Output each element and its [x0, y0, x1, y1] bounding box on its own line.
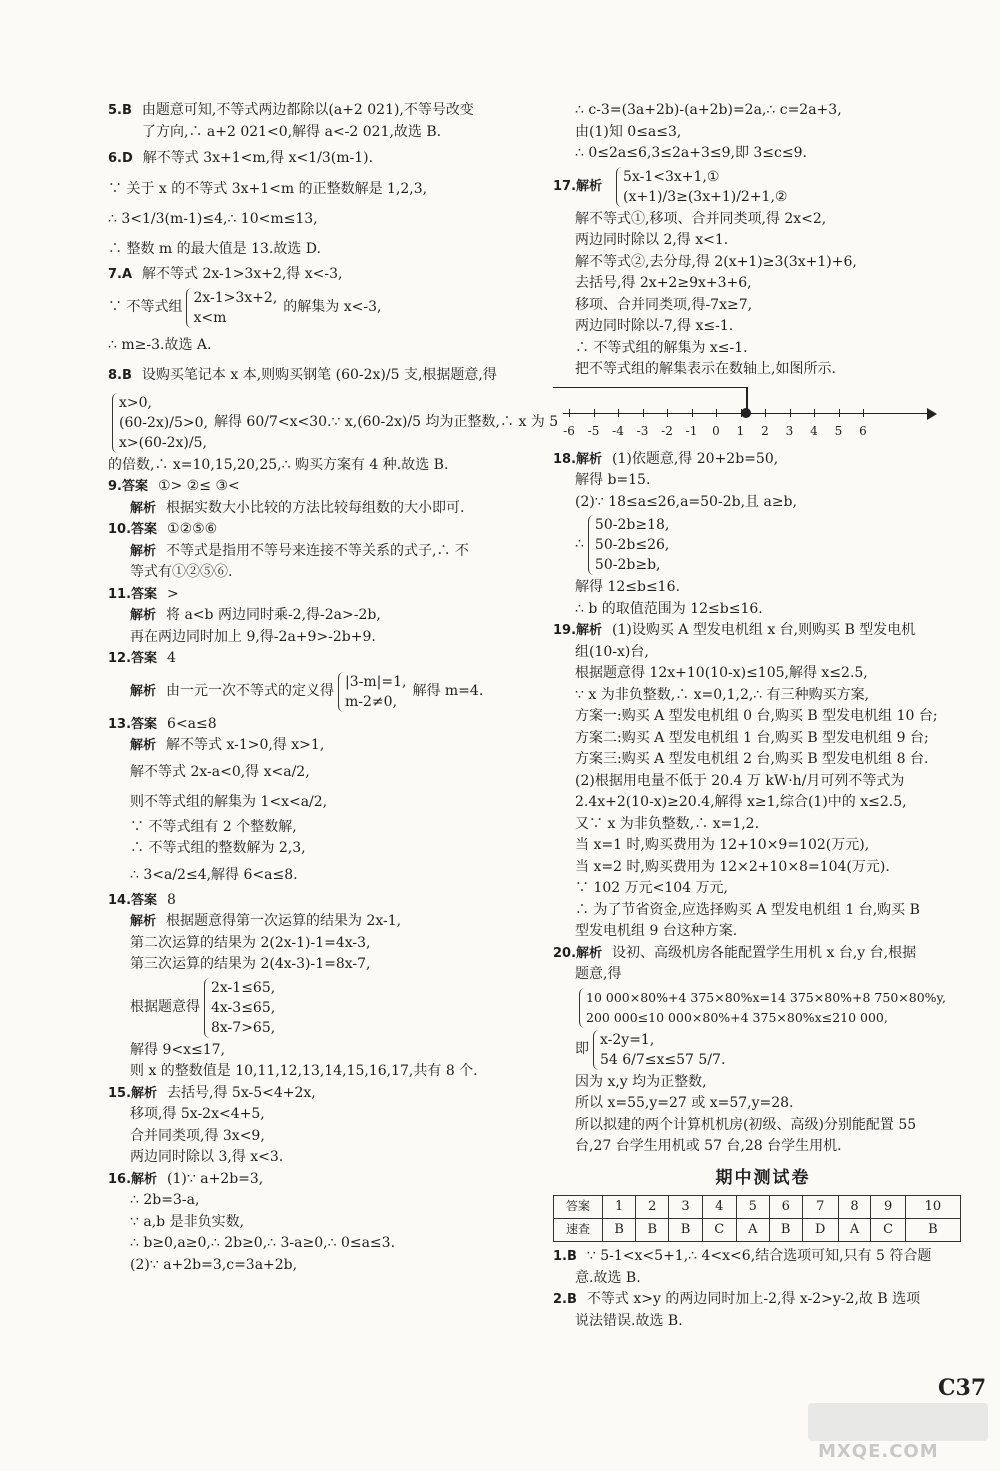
axis-tick: [765, 409, 766, 417]
q20-sys-1: 10 000×80%+4 375×80%x=14 375×80%+8 750×80%y,: [586, 989, 946, 1005]
answer-number: 4: [702, 1196, 736, 1219]
answer-value: B: [769, 1219, 802, 1242]
m1-line1: ∵ 5-1<x<5+1,∴ 4<x<6,结合选项可知,只有 5 符合题: [586, 1248, 932, 1264]
answer-number: 9: [871, 1196, 905, 1219]
q12-pre: 由一元一次不等式的定义得: [166, 682, 335, 699]
q12-answer: 4: [167, 650, 176, 666]
number-line: [553, 383, 973, 445]
q16c-line3: ∴ 0≤2a≤6,3≤2a+3≤9,即 3≤c≤9.: [575, 145, 807, 161]
q18-line5: ∴ b 的取值范围为 12≤b≤16.: [575, 600, 763, 617]
q17-line2: 两边同时除以 2,得 x<1.: [575, 232, 729, 248]
q13: [108, 714, 533, 890]
q11-answer: >: [167, 585, 179, 602]
q20: [553, 943, 973, 1158]
m2-line1: 不等式 x>y 的两边同时加上-2,得 x-2>y-2,故 B 选项: [586, 1291, 921, 1307]
solid-point-icon: [741, 408, 751, 418]
q15-line4: 两边同时除以 3,得 x<3.: [130, 1149, 284, 1165]
q8-brace: [112, 393, 208, 453]
q7-brace: [186, 288, 277, 328]
q16c-line1: ∴ c-3=(3a+2b)-(a+2b)=2a,∴ c=2a+3,: [575, 102, 842, 118]
q19-line8: (2)根据用电量不低于 20.4 万 kW·h/月可列不等式为: [575, 772, 905, 789]
axis-tick: [692, 409, 693, 417]
q6-line4: ∴ 整数 m 的最大值是 13.故选 D.: [108, 241, 321, 257]
q18-line3: (2)∵ 18≤a≤26,a=50-2b,且 a≥b,: [575, 493, 797, 510]
watermark-url: MXQE.COM: [818, 1441, 939, 1462]
q14-system: [108, 978, 533, 1038]
answer-value: B: [603, 1219, 636, 1242]
answer-value: B: [669, 1219, 702, 1242]
q14-sys-2: 4x-3≤65,: [211, 999, 276, 1016]
axis-tick-label: -3: [636, 423, 649, 438]
q11: [108, 584, 533, 649]
q15-label: 15.解析: [108, 1085, 158, 1101]
q19-line9: 2.4x+2(10-x)≥20.4,解得 x≥1,综合(1)中的 x≤2.5,: [575, 794, 907, 810]
q10-exp1: 不等式是指用不等号来连接不等关系的式子,∴ 不: [166, 542, 469, 559]
q20-line4: 所以 x=55,y=27 或 x=57,y=28.: [575, 1095, 794, 1111]
q5-line2: 了方向,∴ a+2 021<0,解得 a<-2 021,故选 B.: [142, 123, 442, 140]
q12-system: [108, 672, 533, 712]
q15-line1: 去括号,得 5x-5<4+2x,: [167, 1084, 316, 1101]
q17-line8: 把不等式组的解集表示在数轴上,如图所示.: [575, 361, 836, 377]
q14-brace: [204, 978, 275, 1038]
q14-pre: 根据题意得: [130, 998, 200, 1015]
q15-line3: 合并同类项,得 3x<9,: [130, 1127, 265, 1144]
q10-exp-label: 解析: [130, 543, 157, 559]
q6-line1: 解不等式 3x+1<m,得 x<1/3(m-1).: [142, 150, 374, 166]
m2-label: 2.B: [553, 1292, 577, 1307]
q20-brace: [579, 988, 946, 1028]
q16c-line2: 由(1)知 0≤a≤3,: [575, 123, 682, 140]
midterm-q2: [553, 1289, 973, 1332]
answer-number: 7: [802, 1196, 838, 1219]
answer-value: B: [905, 1219, 960, 1242]
q20-brace2: [593, 1030, 725, 1070]
q18-label: 18.解析: [553, 451, 603, 467]
answer-number: 8: [838, 1196, 871, 1219]
axis-tick-label: -5: [587, 423, 600, 438]
q8-line1: 设购买笔记本 x 本,则购买钢笔 (60-2x)/5 支,根据题意,得: [141, 366, 497, 383]
q18-sys-2: 50-2b≤26,: [594, 537, 670, 553]
q13-exp6: ∴ 3<a/2≤4,解得 6<a≤8.: [130, 866, 298, 883]
q17-sys-2: (x+1)/3≥(3x+1)/2+1,②: [623, 188, 788, 205]
axis-tick: [839, 409, 840, 417]
axis-tick-label: -4: [612, 423, 624, 438]
axis-tick-label: 3: [785, 423, 794, 438]
q5-label: 5.B: [108, 103, 132, 118]
q18-line1: (1)依题意,得 20+2b=50,: [612, 450, 779, 467]
q20-system2: [553, 1030, 973, 1070]
q12-brace: [338, 672, 406, 712]
q19-line6: 方案二:购买 A 型发电机组 1 台,购买 B 型发电机组 9 台;: [575, 729, 929, 746]
q13-answer: 6<a≤8: [167, 715, 217, 732]
q19-line4: ∵ x 为非负整数,∴ x=0,1,2,∴ 有三种购买方案,: [575, 686, 870, 703]
q11-exp1: 将 a<b 两边同时乘-2,得-2a>-2b,: [166, 607, 381, 623]
q15-line2: 移项,得 5x-2x<4+5,: [130, 1106, 265, 1122]
q18-system: ∴ 50-2b≥18, 50-2b≤26, 50-2b≥b,: [575, 517, 670, 573]
left-column: [108, 100, 559, 1276]
q7-sys-2: x<m: [193, 309, 227, 326]
q8-label: 8.B: [108, 367, 132, 383]
q16-line5: (2)∵ a+2b=3,c=3a+2b,: [130, 1256, 298, 1273]
q13-exp5: ∴ 不等式组的整数解为 2,3,: [130, 840, 306, 856]
axis-arrow-icon: [927, 408, 937, 420]
q20-sys2-2: 54 6/7≤x≤57 5/7.: [600, 1051, 726, 1068]
axis-tick: [618, 409, 619, 417]
q17-line7: ∴ 不等式组的解集为 x≤-1.: [575, 339, 748, 356]
q16-line4: ∴ b≥0,a≥0,∴ 2b≥0,∴ 3-a≥0,∴ 0≤a≤3.: [130, 1235, 396, 1251]
axis-tick: [814, 409, 815, 417]
q20-line3: 因为 x,y 均为正整数,: [575, 1073, 707, 1090]
q12-sys-1: |3-m|=1,: [345, 673, 407, 690]
q8-sys-3: x>(60-2x)/5,: [119, 434, 207, 451]
q12-sys-2: m-2≠0,: [345, 693, 398, 710]
q14-exp1: 根据题意得第一次运算的结果为 2x-1,: [166, 913, 402, 929]
q9-exp-label: 解析: [130, 500, 157, 516]
q16-line1: (1)∵ a+2b=3,: [167, 1170, 264, 1187]
axis-tick: [741, 409, 742, 417]
q20-label: 20.解析: [553, 945, 603, 961]
q19-line5: 方案一:购买 A 型发电机组 0 台,购买 B 型发电机组 10 台;: [575, 708, 938, 724]
q12-label: 12.答案: [108, 651, 158, 666]
answer-number: 2: [636, 1196, 669, 1219]
q14-exp2: 第二次运算的结果为 2(2x-1)-1=4x-3,: [130, 934, 371, 951]
q19-line2: 组(10-x)台,: [575, 643, 649, 660]
q10: [108, 519, 533, 584]
q16: [108, 1169, 533, 1277]
q19-line13: ∵ 102 万元<104 万元,: [575, 880, 728, 896]
q7-line3: ∴ m≥-3.故选 A.: [108, 336, 212, 353]
axis-tick: [643, 409, 644, 417]
q12-exp-label: 解析: [130, 683, 157, 699]
answer-value: C: [702, 1219, 736, 1242]
q14-exp3: 第三次运算的结果为 2(4x-3)-1=8x-7,: [130, 956, 371, 972]
axis-tick-label: -1: [685, 423, 698, 438]
q6-line3: ∴ 3<1/3(m-1)≤4,∴ 10<m≤13,: [108, 211, 318, 227]
q19-label: 19.解析: [553, 623, 603, 638]
q20-line6: 台,27 台学生用机或 57 台,28 台学生用机.: [575, 1138, 842, 1154]
watermark-logo-icon: [808, 1403, 988, 1441]
answer-table-header-label: 答案: [554, 1196, 603, 1219]
answer-number: 3: [669, 1196, 702, 1219]
q18-brace: [588, 515, 669, 575]
q19-line1: (1)设购买 A 型发电机组 x 台,则购买 B 型发电机: [612, 622, 916, 638]
midterm-q1: [553, 1246, 973, 1289]
q9-answer: ①> ②≤ ③<: [157, 478, 240, 494]
q8-post: 解得 60/7<x<30.∵ x,(60-2x)/5 均为正整数,∴ x 为 5: [213, 413, 559, 430]
axis-tick-label: 4: [810, 423, 818, 438]
q7-sys-1: 2x-1>3x+2,: [193, 289, 278, 306]
q8-sys-2: (60-2x)/5>0,: [119, 414, 208, 431]
right-column: [553, 100, 973, 1332]
q20-system: [553, 988, 973, 1028]
q20-sys-2: 200 000≤10 000×80%+4 375×80%x≤210 000,: [586, 1009, 888, 1025]
midterm-title: 期中测试卷: [715, 1167, 811, 1188]
m2-line2: 说法错误.故选 B.: [575, 1312, 683, 1329]
q13-exp-label: 解析: [130, 738, 157, 753]
q11-label: 11.答案: [108, 586, 158, 602]
q18: [553, 449, 973, 621]
q19-line7: 方案三:购买 A 型发电机组 2 台,购买 B 型发电机组 8 台.: [575, 751, 929, 767]
m1-label: 1.B: [553, 1249, 577, 1264]
solution-ray: [553, 387, 746, 389]
q9-label: 9.答案: [108, 479, 148, 494]
q5: [108, 100, 533, 143]
answer-value: D: [802, 1219, 838, 1242]
axis-tick: [594, 409, 595, 417]
axis-tick: [790, 409, 791, 417]
q16-line2: ∴ 2b=3-a,: [130, 1192, 200, 1208]
q6-label: 6.D: [108, 151, 133, 166]
q14-sys-1: 2x-1≤65,: [211, 979, 276, 996]
q17-label: 17.解析: [553, 178, 603, 194]
answer-table: [553, 1195, 961, 1242]
q11-exp2: 再在两边同时加上 9,得-2a+9>-2b+9.: [130, 628, 376, 645]
q16-label: 16.解析: [108, 1171, 158, 1187]
axis-tick-label: 2: [761, 423, 769, 438]
q13-label: 13.答案: [108, 716, 158, 732]
q13-exp1: 解不等式 x-1>0,得 x>1,: [166, 737, 325, 753]
q18-sys-1: 50-2b≥18,: [594, 517, 670, 533]
q14-answer: 8: [167, 891, 176, 908]
q17-line5: 移项、合并同类项,得-7x≥7,: [575, 296, 753, 313]
q14-exp-label: 解析: [130, 914, 157, 929]
q19: [553, 620, 973, 943]
answer-number: 1: [603, 1196, 636, 1219]
q19-line14: ∴ 为了节省资金,应选择购买 A 型发电机组 1 台,购买 B: [575, 901, 920, 918]
q8-sys-1: x>0,: [119, 394, 152, 411]
watermark: [808, 1403, 988, 1465]
q14-exp5: 则 x 的整数值是 10,11,12,13,14,15,16,17,共有 8 个.: [130, 1063, 478, 1079]
answer-value: C: [871, 1219, 905, 1242]
axis-tick: [569, 409, 570, 417]
q12: [108, 648, 533, 712]
axis-tick-label: 0: [712, 423, 720, 438]
q7-system: [108, 288, 533, 328]
q10-exp2: 等式有①②⑤⑥.: [130, 564, 233, 580]
q17-line1: 解不等式①,移项、合并同类项,得 2x<2,: [575, 210, 827, 227]
answer-value: B: [636, 1219, 669, 1242]
answer-table-answer-label: 速查: [554, 1219, 603, 1242]
q19-line12: 当 x=2 时,购买费用为 12×2+10×8=104(万元).: [575, 858, 890, 875]
q6: [108, 143, 533, 264]
q14: [108, 890, 533, 1083]
q8-system: [108, 393, 559, 453]
axis-tick: [716, 409, 717, 417]
q7-post: 的解集为 x<-3,: [283, 298, 382, 315]
q18-sys-3: 50-2b≥b,: [594, 557, 661, 573]
q13-exp3: 则不等式组的解集为 1<x<a/2,: [130, 793, 328, 810]
q18-line2: 解得 b=15.: [575, 472, 651, 488]
q20-line1: 设初、高级机房各能配置学生用机 x 台,y 台,根据: [612, 944, 917, 961]
q7: [108, 264, 533, 360]
q20-pre: 即: [575, 1040, 589, 1057]
q10-answer: ①②⑤⑥: [167, 521, 218, 537]
axis-tick-label: 1: [736, 423, 745, 438]
q17-sys-1: 5x-1<3x+1,①: [623, 168, 720, 185]
q20-line2: 题意,得: [575, 966, 622, 982]
answer-number: 6: [769, 1196, 802, 1219]
q19-line15: 型发电机组 9 台这种方案.: [575, 923, 738, 939]
q15: [108, 1083, 533, 1169]
q20-sys2-1: x-2y=1,: [600, 1031, 655, 1048]
q11-exp-label: 解析: [130, 608, 157, 623]
q17-line6: 两边同时除以-7,得 x≤-1.: [575, 318, 734, 334]
q17-brace: [616, 167, 787, 207]
m1-line2: 意.故选 B.: [575, 1269, 641, 1286]
q12-post: 解得 m=4.: [412, 682, 484, 699]
answer-table-answer-row: [554, 1219, 961, 1242]
q17: [553, 167, 973, 445]
axis-tick-label: 5: [834, 423, 843, 438]
q19-line3: 根据题意得 12x+10(10-x)≤105,解得 x≤2.5,: [575, 665, 868, 681]
answer-table-header-row: [554, 1196, 961, 1219]
q14-label: 14.答案: [108, 892, 158, 908]
q14-sys-3: 8x-7>65,: [211, 1019, 276, 1036]
q13-exp4: ∵ 不等式组有 2 个整数解,: [130, 818, 297, 835]
q19-line10: 又∵ x 为非负整数,∴ x=1,2.: [575, 815, 760, 832]
page-number: C37: [938, 1375, 987, 1401]
answer-value: A: [838, 1219, 871, 1242]
axis-tick: [863, 409, 864, 417]
q10-label: 10.答案: [108, 522, 158, 537]
q17-system: [553, 167, 973, 207]
q5-line1: 由题意可知,不等式两边都除以(a+2 021),不等号改变: [141, 102, 474, 118]
q17-line4: 去括号,得 2x+2≥9x+3+6,: [575, 275, 752, 291]
q8-line3: 的倍数,∴ x=10,15,20,25,∴ 购买方案有 4 种.故选 B.: [108, 456, 449, 473]
q17-line3: 解不等式②,去分母,得 2(x+1)≥3(3x+1)+6,: [575, 253, 857, 270]
answer-value: A: [736, 1219, 769, 1242]
answer-number: 10: [905, 1196, 960, 1219]
q19-line11: 当 x=1 时,购买费用为 12+10×9=102(万元),: [575, 837, 870, 853]
axis-tick: [667, 409, 668, 417]
answer-number: 5: [736, 1196, 769, 1219]
q20-line5: 所以拟建的两个计算机机房(初级、高级)分别能配置 55: [575, 1116, 917, 1133]
axis-tick-label: -6: [563, 423, 575, 438]
q7-pre: ∵ 不等式组: [108, 298, 183, 315]
q18-line4: 解得 12≤b≤16.: [575, 579, 680, 595]
q7-line1: 解不等式 2x-1>3x+2,得 x<-3,: [142, 266, 343, 282]
q16-continued: [553, 100, 973, 165]
q14-exp4: 解得 9<x≤17,: [130, 1041, 225, 1058]
q6-line2: ∵ 关于 x 的不等式 3x+1<m 的正整数解是 1,2,3,: [108, 181, 428, 197]
q16-line3: ∵ a,b 是非负实数,: [130, 1213, 245, 1230]
q13-exp2: 解不等式 2x-a<0,得 x<a/2,: [130, 763, 310, 780]
q7-label: 7.A: [108, 267, 133, 282]
axis-tick-label: -2: [661, 423, 673, 438]
axis-tick-label: 6: [859, 423, 867, 438]
q8: [108, 360, 559, 477]
q9-exp: 根据实数大小比较的方法比较每组数的大小即可.: [166, 499, 465, 516]
q9: [108, 476, 533, 519]
